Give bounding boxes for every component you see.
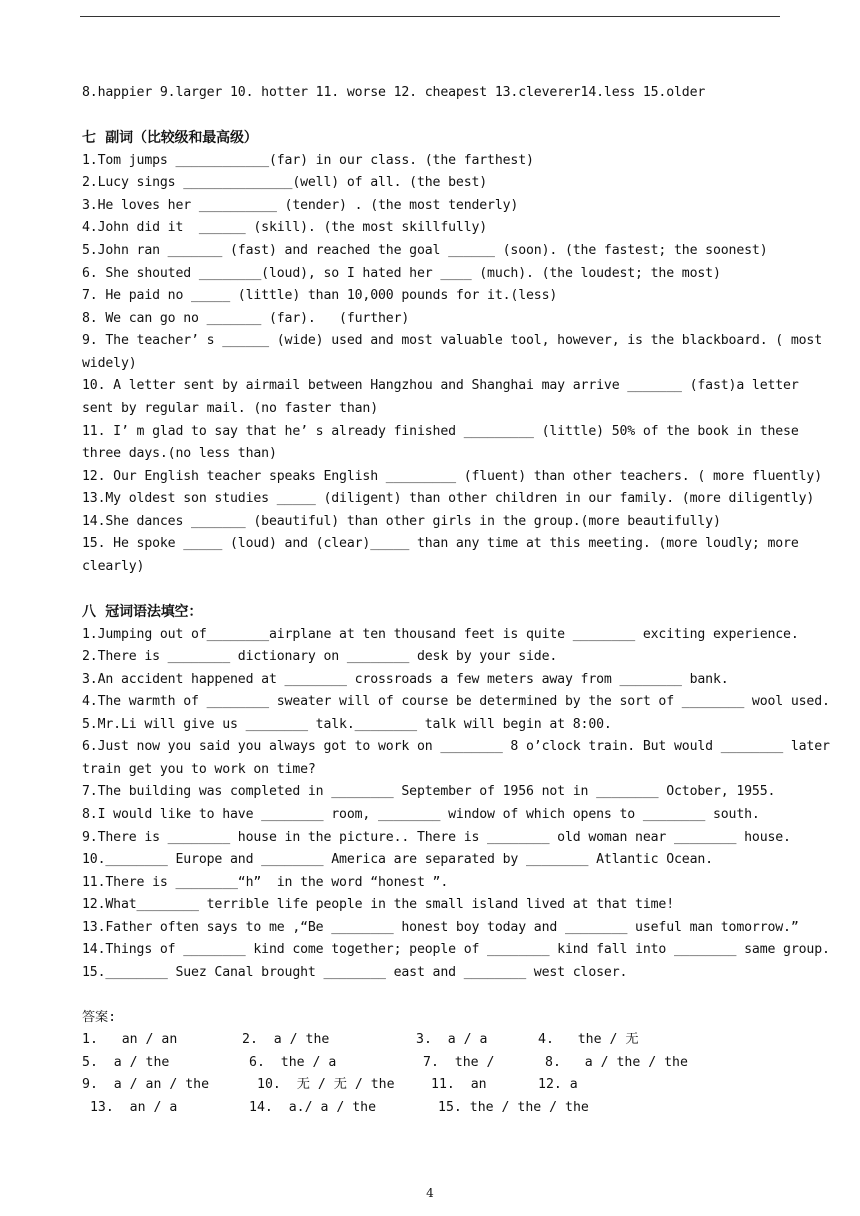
answers-row: [82, 1097, 782, 1120]
answer-item: 15. the / the / the: [438, 1099, 589, 1115]
answer-item: 13. an / a: [82, 1099, 178, 1115]
section7-line: 6. She shouted ________(loud), so I hated her ____ (much). (the loudest; the most): [82, 266, 721, 281]
answer-item: 9. a / an / the: [82, 1077, 210, 1093]
section7-line: 15. He spoke _____ (loud) and (clear)_____ than any time at this meeting. (more loudly; more: [82, 536, 799, 551]
answer-item: 1. an / an: [82, 1032, 178, 1047]
answers-grid: [82, 1029, 782, 1119]
section8-line: 10.________ Europe and ________ America are separated by ________ Atlantic Ocean.: [82, 852, 713, 867]
section7-line: 11. I’ m glad to say that he’ s already finished _________ (little) 50% of the book in these: [82, 424, 799, 439]
section7-line: 4.John did it ______ (skill). (the most skillfully): [82, 220, 488, 235]
section8-line: 7.The building was completed in ________ September of 1956 not in ________ October, 1955.: [82, 784, 776, 799]
answer-item: 4. the / 无: [538, 1032, 639, 1047]
page-number: 4: [426, 1186, 434, 1200]
section8-heading: 八 冠词语法填空：: [82, 604, 203, 620]
section7-line: clearly): [82, 559, 145, 574]
section7-line: 8. We can go no _______ (far). (further): [82, 311, 410, 326]
top-rule: [80, 16, 780, 17]
answers-label: 答案:: [82, 1010, 116, 1025]
answer-item: 3. a / a: [416, 1032, 488, 1047]
answer-item: 12. a: [538, 1077, 578, 1093]
section8-line: train get you to work on time?: [82, 762, 316, 777]
answer-item: 8. a / the / the: [545, 1054, 688, 1070]
section8-line: 8.I would like to have ________ room, ________ window of which opens to ________ south.: [82, 807, 760, 822]
section7-line: 7. He paid no _____ (little) than 10,000 pounds for it.(less): [82, 288, 558, 303]
section8-line: 3.An accident happened at ________ crossroads a few meters away from ________ bank.: [82, 672, 729, 687]
section7-line: 9. The teacher’ s ______ (wide) used and most valuable tool, however, is the blackboard. ( most: [82, 333, 823, 348]
answer-item: 7. the /: [423, 1054, 495, 1070]
section7-line: 10. A letter sent by airmail between Hangzhou and Shanghai may arrive _______ (fast)a letter: [82, 378, 799, 393]
section7-line: three days.(no less than): [82, 446, 277, 461]
section8-line: 1.Jumping out of________airplane at ten thousand feet is quite ________ exciting experience.: [82, 627, 799, 642]
section7-line: 5.John ran _______ (fast) and reached the goal ______ (soon). (the fastest; the soonest): [82, 243, 768, 258]
section7-line: 3.He loves her __________ (tender) . (the most tenderly): [82, 198, 519, 213]
section8-line: 14.Things of ________ kind come together; people of ________ kind fall into ________ same group.: [82, 942, 830, 957]
answer-item: 14. a./ a / the: [249, 1099, 377, 1115]
previous-answers-line: 8.happier 9.larger 10. hotter 11. worse 12. cheapest 13.cleverer14.less 15.older: [82, 85, 706, 100]
section7-line: 12. Our English teacher speaks English _________ (fluent) than other teachers. ( more fluently): [82, 469, 823, 484]
answer-item: 2. a / the: [242, 1032, 330, 1047]
section8-line: 15.________ Suez Canal brought ________ east and ________ west closer.: [82, 965, 628, 980]
answers-row: [82, 1029, 782, 1052]
section8-line: 2.There is ________ dictionary on ________ desk by your side.: [82, 649, 558, 664]
section7-line: widely): [82, 356, 137, 371]
answer-item: 11. an: [431, 1077, 487, 1093]
section8-line: 5.Mr.Li will give us ________ talk.________ talk will begin at 8:00.: [82, 717, 612, 732]
section8-line: 6.Just now you said you always got to work on ________ 8 o’clock train. But would ________ later: [82, 739, 830, 754]
section8-line: 4.The warmth of ________ sweater will of course be determined by the sort of ________ wool used.: [82, 694, 830, 709]
section7-line: 2.Lucy sings ______________(well) of all. (the best): [82, 175, 488, 190]
section8-line: 12.What________ terrible life people in the small island lived at that time!: [82, 897, 675, 912]
answers-row: [82, 1074, 782, 1097]
section7-line: sent by regular mail. (no faster than): [82, 401, 379, 416]
answer-item: 5. a / the: [82, 1054, 170, 1070]
section8-line: 9.There is ________ house in the picture.. There is ________ old woman near ________ house.: [82, 830, 791, 845]
section7-line: 14.She dances _______ (beautiful) than other girls in the group.(more beautifully): [82, 514, 721, 529]
answers-row: [82, 1052, 782, 1075]
answer-item: 10. 无 / 无 / the: [257, 1077, 395, 1093]
section8-line: 13.Father often says to me ,“Be ________ honest boy today and ________ useful man tomorrow.”: [82, 920, 799, 935]
section7-line: 13.My oldest son studies _____ (diligent) than other children in our family. (more diligently): [82, 491, 815, 506]
section7-line: 1.Tom jumps ____________(far) in our class. (the farthest): [82, 153, 534, 168]
section8-line: 11.There is ________“h” in the word “honest ”.: [82, 875, 449, 890]
section7-heading: 七 副词（比较级和最高级）: [82, 130, 258, 146]
answer-item: 6. the / a: [249, 1054, 337, 1070]
